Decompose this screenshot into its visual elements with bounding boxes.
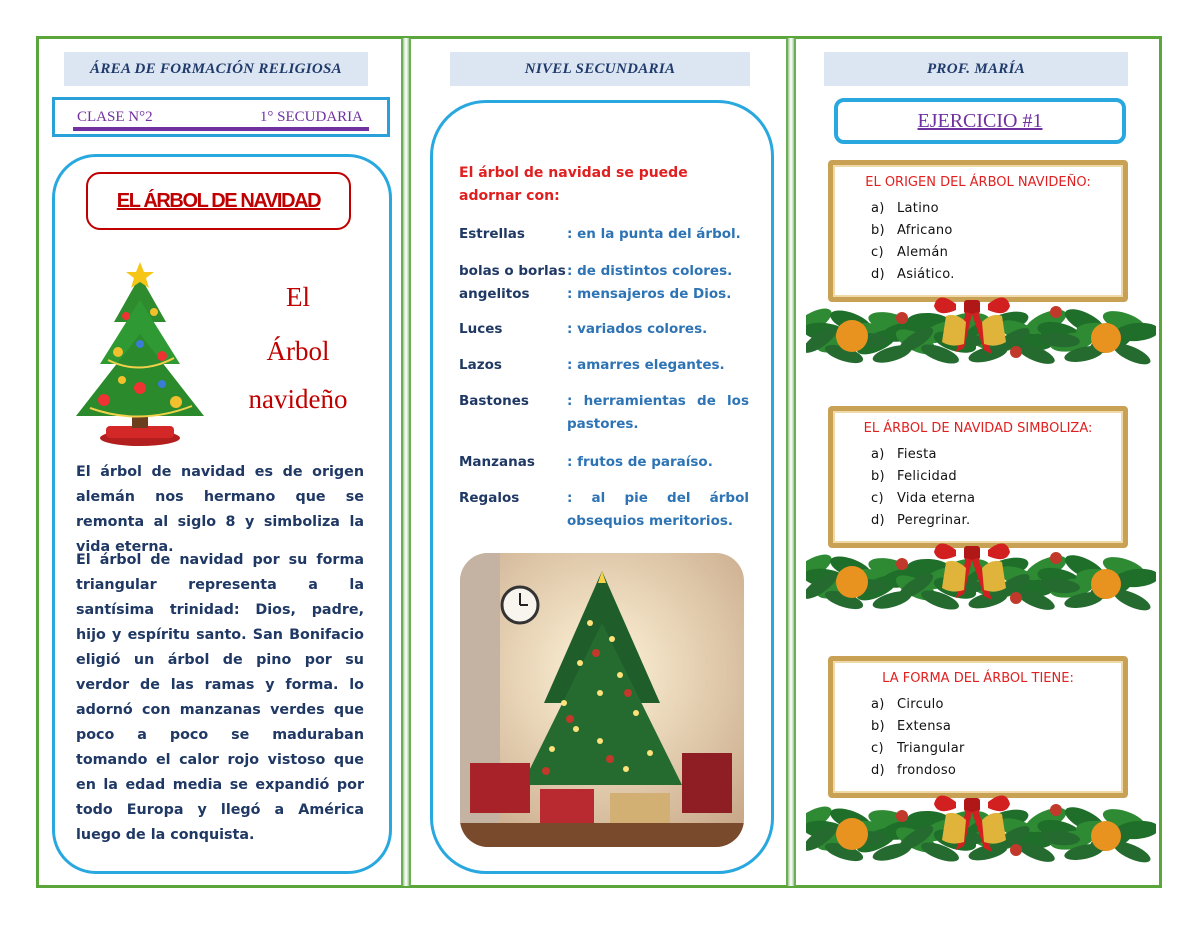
section-title: EL ÁRBOL DE NAVIDAD: [86, 172, 351, 230]
decoration-desc: : herramientas de los pastores.: [567, 393, 749, 432]
area-header: ÁREA DE FORMACIÓN RELIGIOSA: [64, 52, 368, 86]
answer-option: a) Fiesta: [871, 447, 937, 462]
answer-option: b) Felicidad: [871, 469, 957, 484]
answer-option: c) Vida eterna: [871, 491, 976, 506]
class-label-box: [52, 97, 390, 137]
answer-option: b) Africano: [871, 223, 953, 238]
origin-paragraph: El árbol de navidad es de origen alemán nos hermano que se remonta al siglo 8 y simboliza la vida eterna.: [76, 464, 364, 555]
question-text: EL ÁRBOL DE NAVIDAD SIMBOLIZA:: [863, 421, 1093, 436]
decoration-desc: : de distintos colores.: [567, 263, 733, 279]
class-number: CLASE N°2: [77, 109, 153, 125]
title-word-2: Árbol: [266, 336, 330, 366]
garland-ornament: [806, 282, 1156, 382]
class-underline: [73, 127, 369, 131]
answer-option: d) Peregrinar.: [871, 513, 971, 528]
decoration-name: Luces: [459, 321, 503, 337]
question-card: [828, 406, 1128, 548]
question-text: LA FORMA DEL ÁRBOL TIENE:: [882, 671, 1074, 686]
question-text: EL ORIGEN DEL ÁRBOL NAVIDEÑO:: [865, 175, 1091, 190]
title-word-1: El: [286, 282, 310, 312]
answer-option: a) Circulo: [871, 697, 944, 712]
decoration-desc: : en la punta del árbol.: [567, 226, 741, 242]
decoration-name: Lazos: [459, 357, 502, 373]
garland-ornament: [806, 528, 1156, 628]
decoration-name: Regalos: [459, 490, 520, 506]
teacher-header: PROF. MARÍA: [824, 52, 1128, 86]
level-header: NIVEL SECUNDARIA: [450, 52, 750, 86]
christmas-tree-illustration: [68, 260, 212, 450]
exercise-title: EJERCICIO #1: [834, 98, 1126, 144]
decorations-lead: El árbol de navidad se puede adornar con:: [459, 165, 688, 204]
answer-option: b) Extensa: [871, 719, 952, 734]
panel-divider-left: [401, 38, 411, 886]
title-word-3: navideño: [248, 384, 348, 414]
decoration-desc: : al pie del árbol obsequios meritorios.: [567, 490, 749, 529]
decoration-name: bolas o borlas: [459, 263, 566, 279]
answer-option: c) Alemán: [871, 245, 949, 260]
answer-option: a) Latino: [871, 201, 939, 216]
decoration-name: angelitos: [459, 286, 530, 302]
question-card: [828, 656, 1128, 798]
trinity-paragraph: El árbol de navidad por su forma triangular representa a la santísima trinidad: Dios, padre, hijo y espíritu santo. San Bonifacio eligió un árbol de pino por su verdor de las ramas y forma. lo adornó con manzanas verdes que poco a poco se maduraban tomando el calor rojo vistoso que en la edad media se expandió por todo Europa y llegó a América luego de la conquista.: [76, 552, 364, 843]
decoration-name: Bastones: [459, 393, 529, 409]
decorated-tree-photo: [460, 553, 744, 847]
grade-label: 1° SECUDARIA: [259, 109, 363, 125]
answer-option: d) Asiático.: [871, 267, 955, 282]
decoration-name: Manzanas: [459, 454, 535, 470]
decoration-name: Estrellas: [459, 226, 525, 242]
answer-option: c) Triangular: [871, 741, 965, 756]
question-card: [828, 160, 1128, 302]
decoration-desc: : variados colores.: [567, 321, 708, 337]
decoration-desc: : frutos de paraíso.: [567, 454, 713, 470]
panel-divider-right: [786, 38, 796, 886]
decoration-desc: : amarres elegantes.: [567, 357, 725, 373]
decoration-desc: : mensajeros de Dios.: [567, 286, 732, 302]
answer-option: d) frondoso: [871, 763, 957, 778]
garland-ornament: [806, 780, 1156, 880]
